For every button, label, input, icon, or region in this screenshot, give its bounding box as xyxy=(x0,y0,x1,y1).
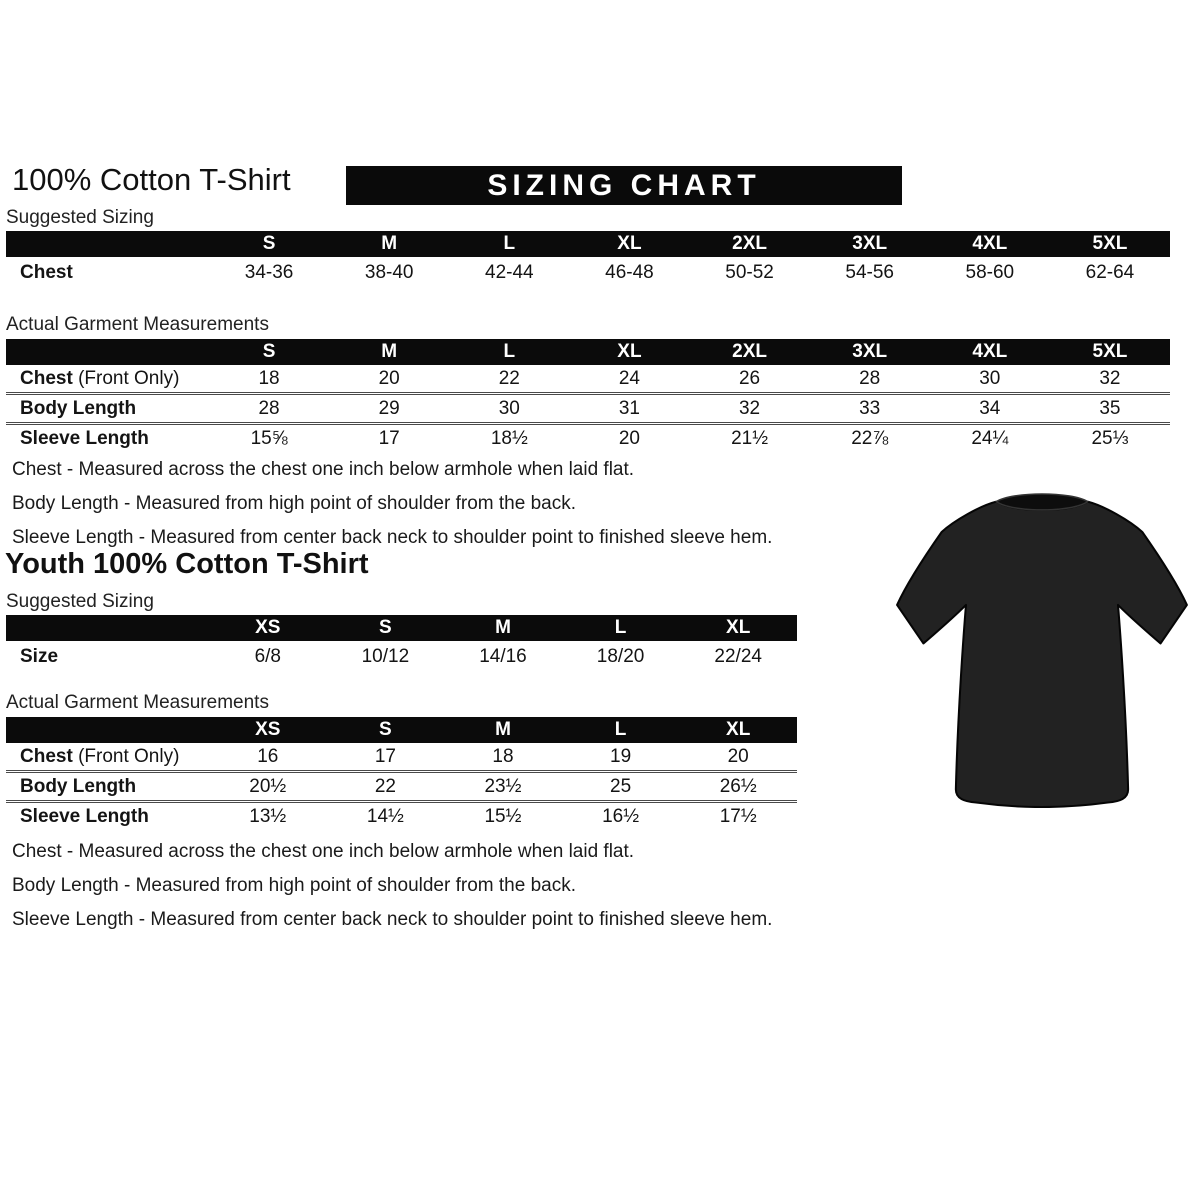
size-value-cell: 20½ xyxy=(209,772,327,802)
size-value-cell: 25⅓ xyxy=(1050,424,1170,453)
size-value-cell: 20 xyxy=(569,424,689,453)
size-value-cell: 22 xyxy=(498,367,520,389)
youth-suggested-sizing-table xyxy=(6,615,797,672)
sizing-chart-banner: SIZING CHART xyxy=(346,166,902,205)
row-label: Chest (Front Only) xyxy=(20,367,180,389)
tshirt-collar xyxy=(996,494,1087,510)
header-corner-cell xyxy=(6,339,209,365)
size-value-cell: 35 xyxy=(1050,394,1170,424)
size-column-header: L xyxy=(449,231,569,257)
size-value-cell: 26½ xyxy=(679,772,797,802)
table-row xyxy=(6,365,1170,394)
size-value-cell: 22/24 xyxy=(714,645,762,667)
size-column-header: 2XL xyxy=(690,231,810,257)
size-value-cell: 32 xyxy=(690,394,810,424)
size-column-header: M xyxy=(329,339,449,365)
size-value-cell: 54-56 xyxy=(845,261,894,283)
adult-product-title: 100% Cotton T-Shirt xyxy=(12,162,291,197)
size-value-cell: 18 xyxy=(258,367,280,389)
size-value-cell: 20 xyxy=(378,367,400,389)
size-value-cell: 20 xyxy=(727,745,749,767)
youth-actual-measurements-label: Actual Garment Measurements xyxy=(6,692,269,713)
size-value-cell: 30 xyxy=(979,367,1001,389)
size-column-header: M xyxy=(329,231,449,257)
table-row xyxy=(6,743,797,772)
size-value-cell: 31 xyxy=(569,394,689,424)
size-value-cell: 26 xyxy=(738,367,761,389)
size-value-cell: 18½ xyxy=(449,424,569,453)
size-value-cell: 13½ xyxy=(209,802,327,831)
adult-suggested-sizing-label: Suggested Sizing xyxy=(6,207,154,228)
table-row xyxy=(6,772,797,802)
size-column-header: S xyxy=(209,339,329,365)
row-label: Sleeve Length xyxy=(6,424,209,453)
size-column-header: 3XL xyxy=(810,231,930,257)
size-value-cell: 21½ xyxy=(690,424,810,453)
row-label: Chest xyxy=(20,261,73,283)
size-column-header: XL xyxy=(569,231,689,257)
size-header-row xyxy=(6,717,797,743)
size-value-cell: 62-64 xyxy=(1085,261,1135,283)
size-column-header: S xyxy=(209,231,329,257)
size-value-cell: 46-48 xyxy=(605,261,654,283)
size-value-cell: 17½ xyxy=(679,802,797,831)
measurement-note: Sleeve Length - Measured from center back neck to shoulder point to finished sleeve hem. xyxy=(12,527,773,548)
size-value-cell: 14/16 xyxy=(479,645,527,667)
size-column-header: 5XL xyxy=(1050,231,1170,257)
size-column-header: S xyxy=(327,615,445,641)
size-column-header: XS xyxy=(209,615,327,641)
size-column-header: 3XL xyxy=(810,339,930,365)
size-column-header: 5XL xyxy=(1050,339,1170,365)
size-column-header: L xyxy=(562,717,680,743)
size-value-cell: 22 xyxy=(327,772,445,802)
size-column-header: M xyxy=(444,615,562,641)
size-value-cell: 6/8 xyxy=(254,645,281,667)
size-column-header: S xyxy=(327,717,445,743)
size-column-header: L xyxy=(449,339,569,365)
size-column-header: 4XL xyxy=(930,231,1050,257)
size-value-cell: 16 xyxy=(257,745,279,767)
size-value-cell: 38-40 xyxy=(364,261,414,283)
size-header-row xyxy=(6,615,797,641)
size-column-header: XL xyxy=(679,615,797,641)
size-value-cell: 24¼ xyxy=(930,424,1050,453)
table-row xyxy=(6,641,797,672)
size-value-cell: 16½ xyxy=(562,802,680,831)
adult-suggested-sizing-table xyxy=(6,231,1170,288)
adult-actual-measurements-table xyxy=(6,339,1170,452)
size-value-cell: 18 xyxy=(492,745,514,767)
table-row xyxy=(6,802,797,831)
measurement-note: Body Length - Measured from high point of shoulder from the back. xyxy=(12,875,576,896)
size-value-cell: 34-36 xyxy=(244,261,294,283)
youth-product-title: Youth 100% Cotton T-Shirt xyxy=(5,548,369,580)
size-column-header: 4XL xyxy=(930,339,1050,365)
adult-measurement-notes xyxy=(12,459,872,561)
size-header-row xyxy=(6,339,1170,365)
size-value-cell: 17 xyxy=(329,424,449,453)
measurement-note: Sleeve Length - Measured from center back neck to shoulder point to finished sleeve hem. xyxy=(12,909,773,930)
size-value-cell: 58-60 xyxy=(965,261,1015,283)
table-row xyxy=(6,424,1170,453)
size-value-cell: 34 xyxy=(930,394,1050,424)
size-value-cell: 28 xyxy=(859,367,881,389)
header-corner-cell xyxy=(6,717,209,743)
size-value-cell: 29 xyxy=(329,394,449,424)
size-value-cell: 18/20 xyxy=(596,645,645,667)
size-value-cell: 15⅝ xyxy=(209,424,329,453)
size-value-cell: 10/12 xyxy=(361,645,410,667)
row-label: Sleeve Length xyxy=(6,802,209,831)
size-value-cell: 25 xyxy=(562,772,680,802)
size-column-header: XL xyxy=(679,717,797,743)
size-value-cell: 17 xyxy=(374,745,396,767)
size-value-cell: 22⅞ xyxy=(810,424,930,453)
row-label: Body Length xyxy=(6,394,209,424)
size-value-cell: 32 xyxy=(1099,367,1121,389)
adult-actual-measurements-label: Actual Garment Measurements xyxy=(6,314,269,335)
size-column-header: M xyxy=(444,717,562,743)
size-header-row xyxy=(6,231,1170,257)
size-value-cell: 23½ xyxy=(444,772,562,802)
tshirt-body xyxy=(897,502,1187,808)
youth-measurement-notes xyxy=(12,841,872,943)
youth-suggested-sizing-label: Suggested Sizing xyxy=(6,591,154,612)
size-column-header: 2XL xyxy=(690,339,810,365)
size-value-cell: 15½ xyxy=(444,802,562,831)
row-label: Body Length xyxy=(6,772,209,802)
table-row xyxy=(6,394,1170,424)
header-corner-cell xyxy=(6,231,209,257)
tshirt-image xyxy=(891,486,1195,808)
size-value-cell: 42-44 xyxy=(485,261,534,283)
size-column-header: XL xyxy=(569,339,689,365)
size-value-cell: 50-52 xyxy=(725,261,774,283)
size-value-cell: 19 xyxy=(610,745,632,767)
table-row xyxy=(6,257,1170,288)
measurement-note: Chest - Measured across the chest one inch below armhole when laid flat. xyxy=(12,841,635,862)
measurement-note: Chest - Measured across the chest one inch below armhole when laid flat. xyxy=(12,459,635,480)
size-value-cell: 30 xyxy=(449,394,569,424)
row-label: Chest (Front Only) xyxy=(20,745,180,767)
row-label: Size xyxy=(20,645,59,667)
size-column-header: L xyxy=(562,615,680,641)
size-value-cell: 24 xyxy=(618,367,640,389)
size-column-header: XS xyxy=(209,717,327,743)
measurement-note: Body Length - Measured from high point of shoulder from the back. xyxy=(12,493,576,514)
youth-actual-measurements-table xyxy=(6,717,797,830)
size-value-cell: 14½ xyxy=(327,802,445,831)
header-corner-cell xyxy=(6,615,209,641)
size-value-cell: 33 xyxy=(810,394,930,424)
size-value-cell: 28 xyxy=(209,394,329,424)
